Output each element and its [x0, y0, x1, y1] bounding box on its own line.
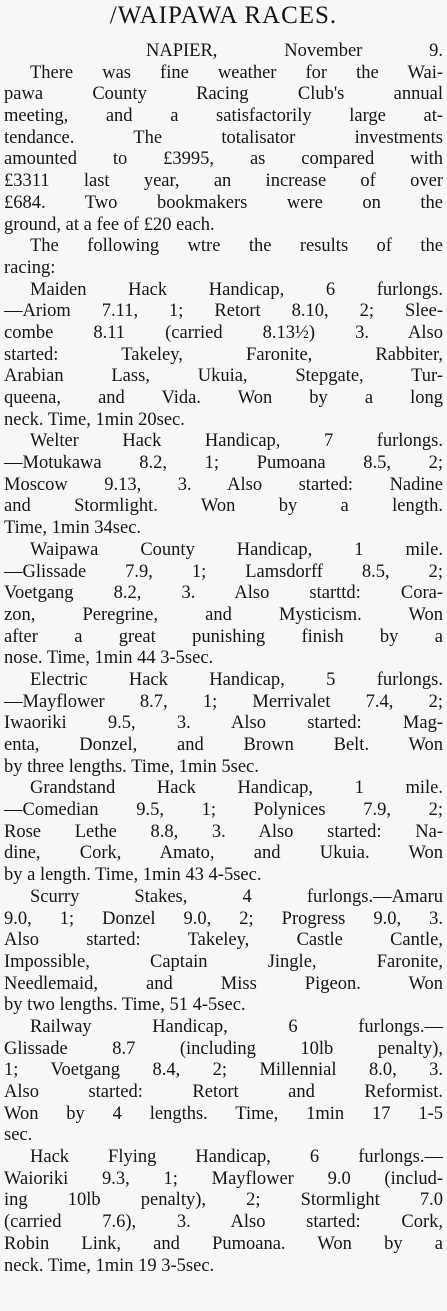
text-line: Voetgang 8.2, 3. Also starttd: Cora-: [4, 583, 443, 604]
text-line: neck. Time, 1min 20sec.: [4, 409, 185, 430]
text-line: Also started: Retort and Reformist.: [4, 1082, 443, 1102]
text-line: Needlemaid, and Miss Pigeon. Won: [4, 973, 443, 994]
text-line: meeting, and a satisfactorily large at-: [4, 106, 443, 127]
text-line: Waipawa County Handicap, 1 mile.: [30, 539, 443, 560]
text-line: (carried 7.6), 3. Also started: Cork,: [4, 1212, 443, 1233]
text-line: There was fine weather for the Wai-: [30, 62, 443, 83]
text-line: dine, Cork, Amato, and Ukuia. Won: [4, 843, 443, 864]
text-line: combe 8.11 (carried 8.13½) 3. Also: [4, 322, 443, 343]
text-line: —Ariom 7.11, 1; Retort 8.10, 2; Slee-: [4, 301, 443, 322]
text-line: after a great punishing finish by a: [4, 626, 443, 647]
text-line: nose. Time, 1min 44 3-5sec.: [4, 648, 214, 669]
text-line: enta, Donzel, and Brown Belt. Won: [4, 735, 443, 755]
text-line: neck. Time, 1min 19 3-5sec.: [4, 1255, 215, 1276]
text-line: 1; Voetgang 8.4, 2; Millennial 8.0, 3.: [4, 1060, 443, 1081]
text-line: Robin Link, and Pumoana. Won by a: [4, 1233, 443, 1254]
text-line: —Glissade 7.9, 1; Lamsdorff 8.5, 2;: [4, 561, 443, 582]
text-line: queena, and Vida. Won by a long: [4, 388, 443, 408]
text-line: by a length. Time, 1min 43 4-5sec.: [4, 865, 262, 886]
text-line: Welter Hack Handicap, 7 furlongs.: [30, 431, 443, 452]
text-line: tendance. The totalisator investments: [4, 127, 443, 148]
text-line: Time, 1min 34sec.: [4, 518, 142, 539]
text-line: Won by 4 lengths. Time, 1min 17 1-5: [4, 1103, 443, 1124]
text-line: pawa County Racing Club's annual: [4, 84, 443, 105]
text-line: £3311 last year, an increase of over: [4, 171, 443, 192]
text-line: started: Takeley, Faronite, Rabbiter,: [4, 344, 443, 365]
text-line: Also started: Takeley, Castle Cantle,: [4, 930, 443, 951]
text-line: Scurry Stakes, 4 furlongs.—Amaru: [30, 886, 443, 907]
text-line: Arabian Lass, Ukuia, Stepgate, Tur-: [4, 366, 443, 387]
text-line: sec.: [4, 1125, 33, 1146]
text-line: Rose Lethe 8.8, 3. Also started: Na-: [4, 821, 443, 842]
text-line: £684. Two bookmakers were on the: [4, 192, 443, 213]
text-line: Moscow 9.13, 3. Also started: Nadine: [4, 474, 443, 495]
text-line: Impossible, Captain Jingle, Faronite,: [4, 951, 443, 972]
text-line: Grandstand Hack Handicap, 1 mile.: [30, 778, 443, 799]
text-line: by two lengths. Time, 51 4-5sec.: [4, 995, 246, 1016]
text-line: —Mayflower 8.7, 1; Merrivalet 7.4, 2;: [4, 691, 443, 712]
text-line: ing 10lb penalty), 2; Stormlight 7.0: [4, 1190, 443, 1211]
article-body: [4, 41, 443, 1277]
text-line: by three lengths. Time, 1min 5sec.: [4, 756, 259, 777]
text-line: Electric Hack Handicap, 5 furlongs.: [30, 669, 443, 690]
text-line: —Motukawa 8.2, 1; Pumoana 8.5, 2;: [4, 453, 443, 474]
text-line: Iwaoriki 9.5, 3. Also started: Mag-: [4, 713, 443, 734]
text-line: —Comedian 9.5, 1; Polynices 7.9, 2;: [4, 800, 443, 821]
dateline: NAPIER, November 9.: [146, 41, 443, 61]
text-line: 9.0, 1; Donzel 9.0, 2; Progress 9.0, 3.: [4, 908, 443, 929]
text-line: and Stormlight. Won by a length.: [4, 496, 443, 517]
text-line: zon, Peregrine, and Mysticism. Won: [4, 604, 443, 625]
text-line: amounted to £3995, as compared with: [4, 149, 443, 170]
text-line: Waioriki 9.3, 1; Mayflower 9.0 (includ-: [4, 1168, 443, 1189]
headline: /WAIPAWA RACES.: [109, 2, 338, 29]
text-line: Hack Flying Handicap, 6 furlongs.—: [30, 1147, 443, 1168]
text-line: Glissade 8.7 (including 10lb penalty),: [4, 1038, 443, 1059]
text-line: Railway Handicap, 6 furlongs.—: [30, 1016, 443, 1037]
text-line: ground, at a fee of £20 each.: [4, 214, 215, 235]
text-line: The following wtre the results of the: [30, 236, 443, 257]
text-line: racing:: [4, 257, 56, 278]
text-line: Maiden Hack Handicap, 6 furlongs.: [30, 279, 443, 300]
